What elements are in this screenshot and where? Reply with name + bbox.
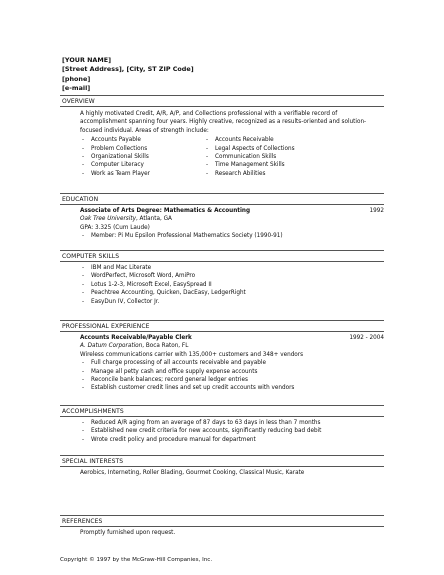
section-title: COMPUTER SKILLS	[62, 253, 120, 260]
list-item: - Reconcile bank balances; record general ledger entries	[80, 376, 384, 384]
section-rule	[60, 250, 384, 251]
company-name: A. Datum Corporation	[80, 343, 143, 350]
experience-section	[60, 320, 384, 393]
section-rule	[60, 95, 384, 96]
section-rule	[60, 405, 384, 406]
list-item: - Research Abilities	[204, 170, 328, 178]
list-item: - Establish customer credit lines and set up credit accounts with vendors	[80, 384, 384, 392]
section-rule	[60, 320, 384, 321]
section-title: REFERENCES	[62, 518, 103, 525]
overview-text: A highly motivated Credit, A/R, A/P, and Collections professional with a verifiable record of accomplishment spanning four years. Highly creative, recognized as a results-oriented and solution-focused individual. Areas of strength include:	[80, 111, 367, 134]
education-section	[60, 193, 384, 241]
section-rule	[60, 526, 384, 527]
section-title: EDUCATION	[62, 196, 99, 203]
list-item: - Full charge processing of all accounts receivable and payable	[80, 359, 384, 367]
list-item: - EasyDun IV, Collector Jr.	[80, 298, 384, 306]
strengths-right	[204, 136, 328, 178]
special-interests-section	[60, 455, 384, 477]
section-rule	[60, 455, 384, 456]
degree: Associate of Arts Degree: Mathematics & Accounting	[80, 208, 251, 214]
degree-year: 1992	[369, 208, 384, 214]
list-item: - Established new credit criteria for new accounts, significantly reducing bad debit	[80, 427, 384, 435]
list-item: - Communication Skills	[204, 153, 328, 161]
references-section	[60, 515, 384, 537]
computer-skills-section	[60, 250, 384, 306]
job-title: Accounts Receivable/Payable Clerk	[80, 335, 192, 341]
school-name: Oak Tree University	[80, 216, 136, 223]
interests-text: Aerobics, Interneting, Roller Blading, Gourmet Cooking, Classical Music, Karate	[80, 470, 305, 476]
list-item: - Time Management Skills	[204, 161, 328, 169]
section-title: OVERVIEW	[62, 98, 95, 105]
section-rule	[60, 106, 384, 107]
email: [e-mail]	[62, 84, 91, 93]
section-rule	[60, 193, 384, 194]
list-item: - Manage all petty cash and office supply expense accounts	[80, 368, 384, 376]
gpa: GPA: 3.325 (Cum Laude)	[80, 224, 150, 231]
section-title: SPECIAL INTERESTS	[62, 458, 124, 465]
list-item: - Organizational Skills	[80, 153, 204, 161]
list-item: - IBM and Mac Literate	[80, 264, 384, 272]
list-item: - WordPerfect, Microsoft Word, AmiPro	[80, 272, 384, 280]
list-item: - Accounts Payable	[80, 136, 204, 144]
list-item: - Lotus 1-2-3, Microsoft Excel, EasySpread II	[80, 281, 384, 289]
section-rule	[60, 331, 384, 332]
company-location: , Boca Raton, FL	[142, 343, 189, 350]
section-rule	[60, 416, 384, 417]
list-item: - Work as Team Player	[80, 170, 204, 178]
company-description: Wireless communications carrier with 135,000+ customers and 348+ vendors	[80, 351, 304, 358]
list-item: - Accounts Receivable	[204, 136, 328, 144]
name: [YOUR NAME]	[62, 56, 112, 64]
section-title: PROFESSIONAL EXPERIENCE	[62, 323, 150, 330]
school-location: , Atlanta, GA	[135, 216, 172, 223]
list-item: - Member: Pi Mu Epsilon Professional Mathematics Society (1990-91)	[80, 232, 384, 240]
list-item: - Reduced A/R aging from an average of 87 days to 63 days in less than 7 months	[80, 419, 384, 427]
contact-header	[62, 56, 194, 94]
strengths-columns	[80, 136, 384, 178]
section-rule	[60, 515, 384, 516]
copyright: Copyright © 1997 by the McGraw-Hill Companies, Inc.	[60, 557, 213, 563]
section-rule	[60, 261, 384, 262]
references-text: Promptly furnished upon request.	[80, 530, 176, 536]
section-rule	[60, 466, 384, 467]
phone: [phone]	[62, 74, 91, 83]
section-rule	[60, 204, 384, 205]
job-dates: 1992 - 2004	[349, 335, 384, 341]
list-item: - Peachtree Accounting, Quicken, DacEasy, LedgerRight	[80, 289, 384, 297]
list-item: - Legal Aspects of Collections	[204, 145, 328, 153]
address: [Street Address], [City, ST ZIP Code]	[62, 65, 194, 74]
list-item: - Problem Collections	[80, 145, 204, 153]
strengths-left	[80, 136, 204, 178]
section-title: ACCOMPLISHMENTS	[62, 408, 124, 415]
list-item: - Computer Literacy	[80, 161, 204, 169]
list-item: - Wrote credit policy and procedure manual for department	[80, 436, 384, 444]
overview-section	[60, 95, 384, 178]
accomplishments-section	[60, 405, 384, 444]
